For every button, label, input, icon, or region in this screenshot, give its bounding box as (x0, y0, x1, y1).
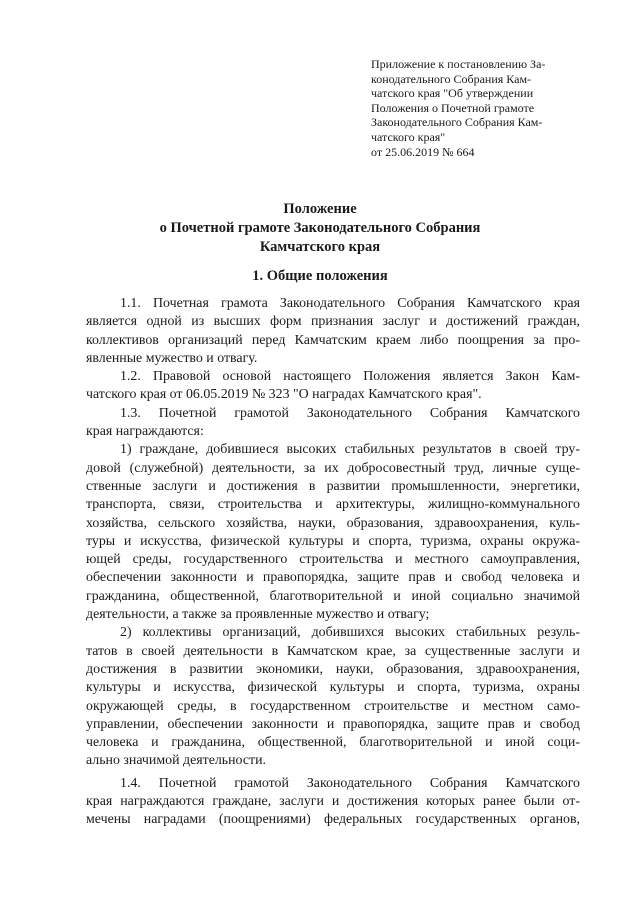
paragraph-line: коллективов организаций перед Камчатским краем либо поощрения за про- (86, 332, 580, 348)
paragraph-line: культуры и искусства, физической культуры и спорта, туризма, охраны (86, 680, 580, 696)
paragraph-line: транспорта, связи, строительства и архитектуры, жилищно-коммунального (86, 497, 580, 513)
paragraph-line: деятельности, а также за проявленные мужество и отвагу; (86, 607, 430, 623)
paragraph-line: ственные заслуги и достижения в развитии промышленности, энергетики, (86, 478, 580, 494)
document-title (100, 200, 540, 257)
appendix-line: чатского края "Об утверждении (371, 86, 534, 101)
paragraph-line: 1) граждане, добившиеся высоких стабильных результатов в своей тру- (120, 442, 580, 458)
paragraph-line: обеспечении законности и правопорядка, защите прав и свобод человека и (86, 570, 580, 586)
appendix-line: конодательного Собрания Кам- (371, 71, 532, 86)
title-line: Положение (283, 201, 357, 217)
appendix-line: Приложение к постановлению За- (371, 57, 546, 71)
paragraph-line: 1.1. Почетная грамота Законодательного Собрания Камчатского края (120, 296, 580, 311)
paragraph-line: человека и гражданина, общественной, благотворительной и иной соци- (86, 735, 580, 751)
paragraph-line: 1.4. Почетной грамотой Законодательного Собрания Камчатского (120, 775, 580, 791)
paragraph-line: края награждаются: (86, 424, 204, 440)
document-body (86, 295, 580, 830)
title-line: о Почетной грамоте Законодательного Собрания (159, 220, 481, 236)
paragraph-line: достижения в развитии экономики, науки, образования, здравоохранения, (86, 661, 580, 677)
section-heading: 1. Общие положения (252, 268, 388, 284)
paragraph-line: 1.2. Правовой основой настоящего Положения является Закон Кам- (120, 369, 580, 385)
appendix-line: чатского края" (371, 129, 446, 144)
appendix-note (371, 57, 565, 159)
paragraph-line: управлении, обеспечении законности и правопорядка, защите прав и свобод (86, 716, 580, 732)
paragraph-line: ально значимой деятельности. (86, 753, 266, 769)
paragraph-line: является одной из высших форм признания заслуг и достижений граждан, (86, 314, 580, 330)
paragraph-line: туры и искусства, физической культуры и спорта, туризма, охраны окружа- (86, 533, 580, 549)
paragraph-line: чатского края от 06.05.2019 № 323 "О наградах Камчатского края". (86, 387, 482, 403)
appendix-line: Законодательного Собрания Кам- (371, 115, 543, 130)
appendix-line: Положения о Почетной грамоте (371, 100, 535, 115)
paragraph-line: гражданина, общественной, благотворительной и иной социально значимой (86, 588, 580, 604)
paragraph-line: ющей среды, государственного строительства и местного самоуправления, (86, 552, 580, 568)
paragraph-line: 2) коллективы организаций, добившихся высоких стабильных резуль- (120, 625, 580, 641)
paragraph-line: явленные мужество и отвагу. (86, 350, 258, 366)
paragraph-line: окружающей среды, в государственном строительстве и местном само- (86, 698, 580, 714)
paragraph-line: довой (служебной) деятельности, за их добросовестный труд, личные суще- (86, 460, 580, 476)
paragraph-line: края награждаются граждане, заслуги и достижения которых ранее были от- (86, 794, 580, 810)
paragraph-line: мечены наградами (поощрениями) федеральных государственных органов, (86, 812, 580, 828)
paragraph-line: хозяйства, сельского хозяйства, науки, образования, здравоохранения, куль- (86, 515, 580, 531)
appendix-line: от 25.06.2019 № 664 (371, 144, 475, 159)
title-line: Камчатского края (259, 239, 381, 255)
paragraph-line: татов в своей деятельности в Камчатском крае, за существенные заслуги и (86, 643, 580, 659)
paragraph-line: 1.3. Почетной грамотой Законодательного Собрания Камчатского (120, 405, 580, 421)
